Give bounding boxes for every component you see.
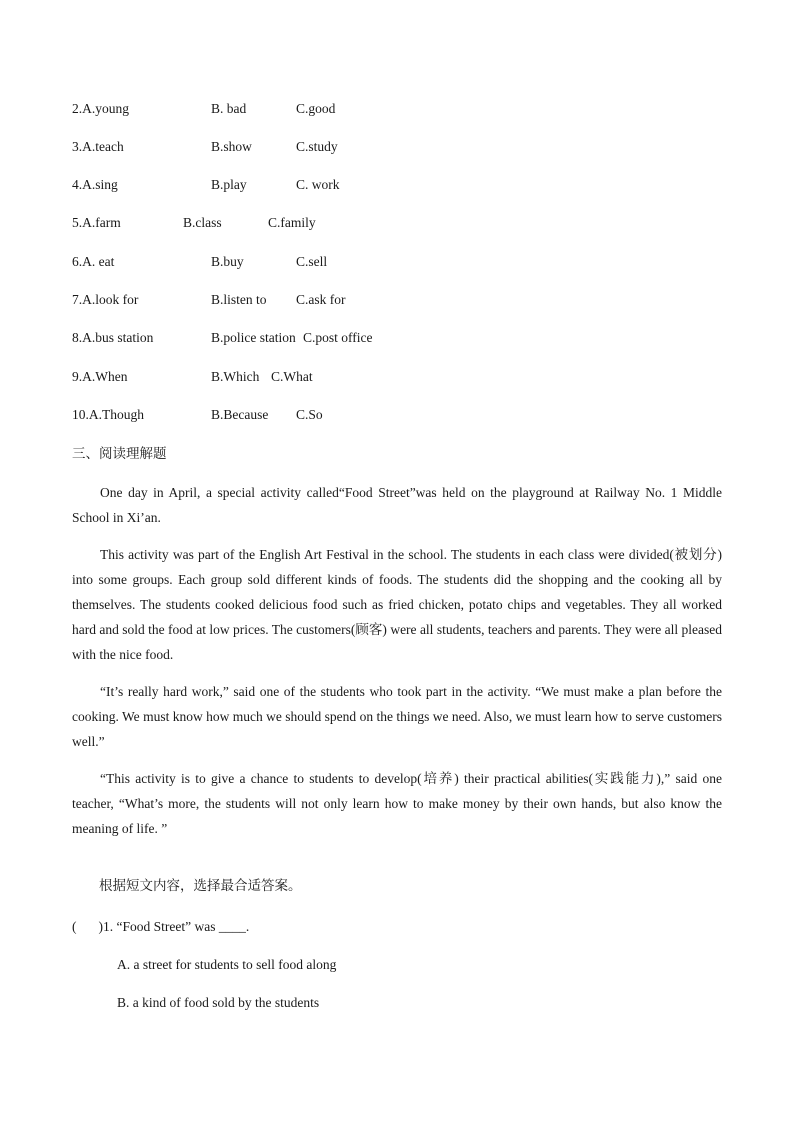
option-c: C.What [271,369,313,384]
section-title: 三、阅读理解题 [72,446,167,462]
option-b: B.show [211,139,252,154]
choice-b[interactable]: B. a kind of food sold by the students [117,995,320,1010]
option-b: B. bad [211,101,247,116]
option-b: B.police station [211,330,296,345]
passage-paragraph: “It’s really hard work,” said one of the students who took part in the activity. “We must make a plan before the cooking. We must know how much we should spend on the things we need. Also, we must learn how to serve customers well.” [72,684,722,749]
passage-paragraph: This activity was part of the English Art Festival in the school. The students in each class were divided(被划分) into some groups. Each group sold different kinds of foods. The students did the shopping and the cooking all by themselves. The students cooked delicious food such as fried chicken, potato chips and vegetables. They all worked hard and sold the food at low prices. The customers(顾客) were all students, teachers and parents. They were all pleased with the nice food. [72,547,722,662]
option-b: B.listen to [211,292,267,307]
option-b: B.buy [211,254,244,269]
option-a: 4.A.sing [72,177,118,192]
instruction-text: 根据短文内容，选择最合适答案。 [99,878,302,894]
option-a: 3.A.teach [72,139,124,154]
option-a: 9.A.When [72,369,128,384]
option-b: B.Because [211,407,269,422]
option-a: 8.A.bus station [72,330,154,345]
option-b: B.play [211,177,247,192]
choice-a[interactable]: A. a street for students to sell food along [117,957,337,972]
option-b: B.class [183,215,222,230]
option-b: B.Which [211,369,260,384]
reading-passage [72,480,722,853]
option-a: 7.A.look for [72,292,139,307]
option-c: C.family [268,215,316,230]
passage-paragraph: One day in April, a special activity called“Food Street”was held on the playground at Railway No. 1 Middle School in Xi’an. [72,485,722,525]
option-a: 5.A.farm [72,215,121,230]
option-c: C. work [296,177,340,192]
option-c: C.study [296,139,338,154]
option-c: C.So [296,407,323,422]
option-c: C.sell [296,254,328,269]
option-c: C.good [296,101,336,116]
question-1 [72,917,249,937]
option-c: C.ask for [296,292,346,307]
passage-paragraph: “This activity is to give a chance to students to develop(培养) their practical abilities(实践能力),” said one teacher, “What’s more, the students will not only learn how to make money by their own hands, but also know the meaning of life. ” [72,771,722,836]
option-c: C.post office [303,330,373,345]
option-a: 6.A. eat [72,254,115,269]
question-text: )1. “Food Street” was ____. [98,919,250,934]
option-a: 10.A.Though [72,407,144,422]
answer-paren-open: ( [72,919,77,934]
option-a: 2.A.young [72,101,129,116]
